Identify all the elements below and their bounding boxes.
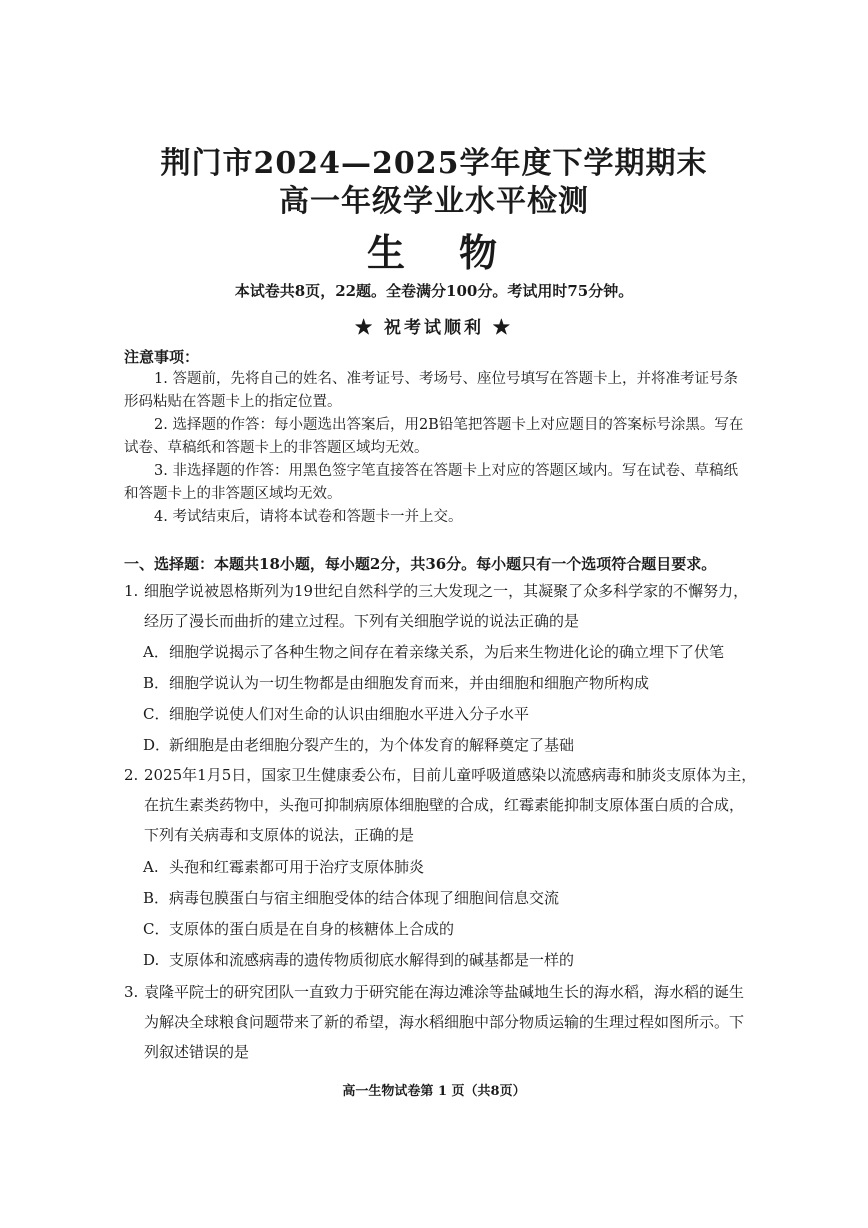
option-text: 支原体的蛋白质是在自身的核糖体上合成的	[169, 920, 455, 938]
subject-char-1: 生	[366, 230, 409, 275]
option-letter: C．	[143, 920, 170, 938]
question-2	[124, 760, 758, 850]
note-item: 3. 非选择题的作答：用黑色签字笔直接答在答题卡上对应的答题区域内。写在试卷、草稿纸和答题卡上的非答题区域均无效。	[124, 463, 738, 502]
question-stem: 2025年1月5日，国家卫生健康委公布，目前儿童呼吸道感染以流感病毒和肺炎支原体为主，在抗生素类药物中，头孢可抑制病原体细胞壁的合成，红霉素能抑制支原体蛋白质的合成，下列有关病毒和支原体的说法，正确的是	[144, 766, 757, 844]
note-item: 4. 考试结束后，请将本试卷和答题卡一并上交。	[154, 509, 463, 525]
option-letter: B．	[143, 889, 170, 907]
option-letter: B．	[143, 674, 170, 692]
note-item: 1. 答题前，先将自己的姓名、准考证号、考场号、座位号填写在答题卡上，并将准考证号条形码粘贴在答题卡上的指定位置。	[124, 371, 738, 410]
question-number: 3.	[124, 983, 139, 1001]
exam-title-line1: 荆门市2024—2025学年度下学期期末	[160, 146, 708, 181]
question-2-option-b	[143, 887, 559, 908]
question-2-option-d	[143, 949, 574, 970]
question-1-option-a	[143, 641, 724, 662]
option-letter: C．	[143, 705, 170, 723]
question-1-option-b	[143, 672, 649, 693]
question-1-option-c	[143, 703, 529, 724]
exam-info: 本试卷共8页，22题。全卷满分100分。考试用时75分钟。	[234, 282, 634, 300]
question-1-option-d	[143, 734, 574, 755]
option-text: 细胞学说使人们对生命的认识由细胞水平进入分子水平	[169, 705, 530, 723]
question-stem: 袁隆平院士的研究团队一直致力于研究能在海边滩涂等盐碱地生长的海水稻，海水稻的诞生为解决全球粮食问题带来了新的希望，海水稻细胞中部分物质运输的生理过程如图所示。下列叙述错误的是	[144, 983, 745, 1061]
section-heading: 一、选择题：本题共18小题，每小题2分，共36分。每小题只有一个选项符合题目要求。	[124, 555, 717, 573]
option-letter: A.	[143, 858, 159, 876]
question-number: 2.	[124, 766, 139, 784]
question-2-option-a	[143, 856, 424, 877]
question-1	[124, 576, 758, 636]
option-text: 细胞学说揭示了各种生物之间存在着亲缘关系，为后来生物进化论的确立埋下了伏笔	[169, 643, 725, 661]
exam-title-line2: 高一年级学业水平检测	[279, 184, 589, 219]
note-item: 2. 选择题的作答：每小题选出答案后，用2B铅笔把答题卡上对应题目的答案标号涂黑。写在试卷、草稿纸和答题卡上的非答题区域均无效。	[124, 417, 744, 456]
question-2-option-c	[143, 918, 454, 939]
option-text: 细胞学说认为一切生物都是由细胞发育而来，并由细胞和细胞产物所构成	[169, 674, 650, 692]
option-text: 病毒包膜蛋白与宿主细胞受体的结合体现了细胞间信息交流	[169, 889, 560, 907]
option-letter: D．	[143, 736, 171, 754]
subject-title	[0, 222, 868, 277]
option-letter: D.	[143, 951, 160, 969]
option-text: 支原体和流感病毒的遗传物质彻底水解得到的碱基都是一样的	[169, 951, 575, 969]
question-3	[124, 977, 758, 1067]
option-letter: A．	[143, 643, 169, 661]
question-stem: 细胞学说被恩格斯列为19世纪自然科学的三大发现之一，其凝聚了众多科学家的不懈努力，经历了漫长而曲折的建立过程。下列有关细胞学说的说法正确的是	[144, 582, 749, 630]
subject-char-2: 物	[459, 230, 502, 275]
page-footer: 高一生物试卷第 1 页（共8页）	[342, 1084, 526, 1099]
blessing-line: ★ 祝考试顺利 ★	[355, 318, 513, 338]
notes-heading: 注意事项：	[124, 348, 200, 366]
option-text: 新细胞是由老细胞分裂产生的，为个体发育的解释奠定了基础	[169, 736, 575, 754]
question-number: 1.	[124, 582, 139, 600]
option-text: 头孢和红霉素都可用于治疗支原体肺炎	[169, 858, 425, 876]
